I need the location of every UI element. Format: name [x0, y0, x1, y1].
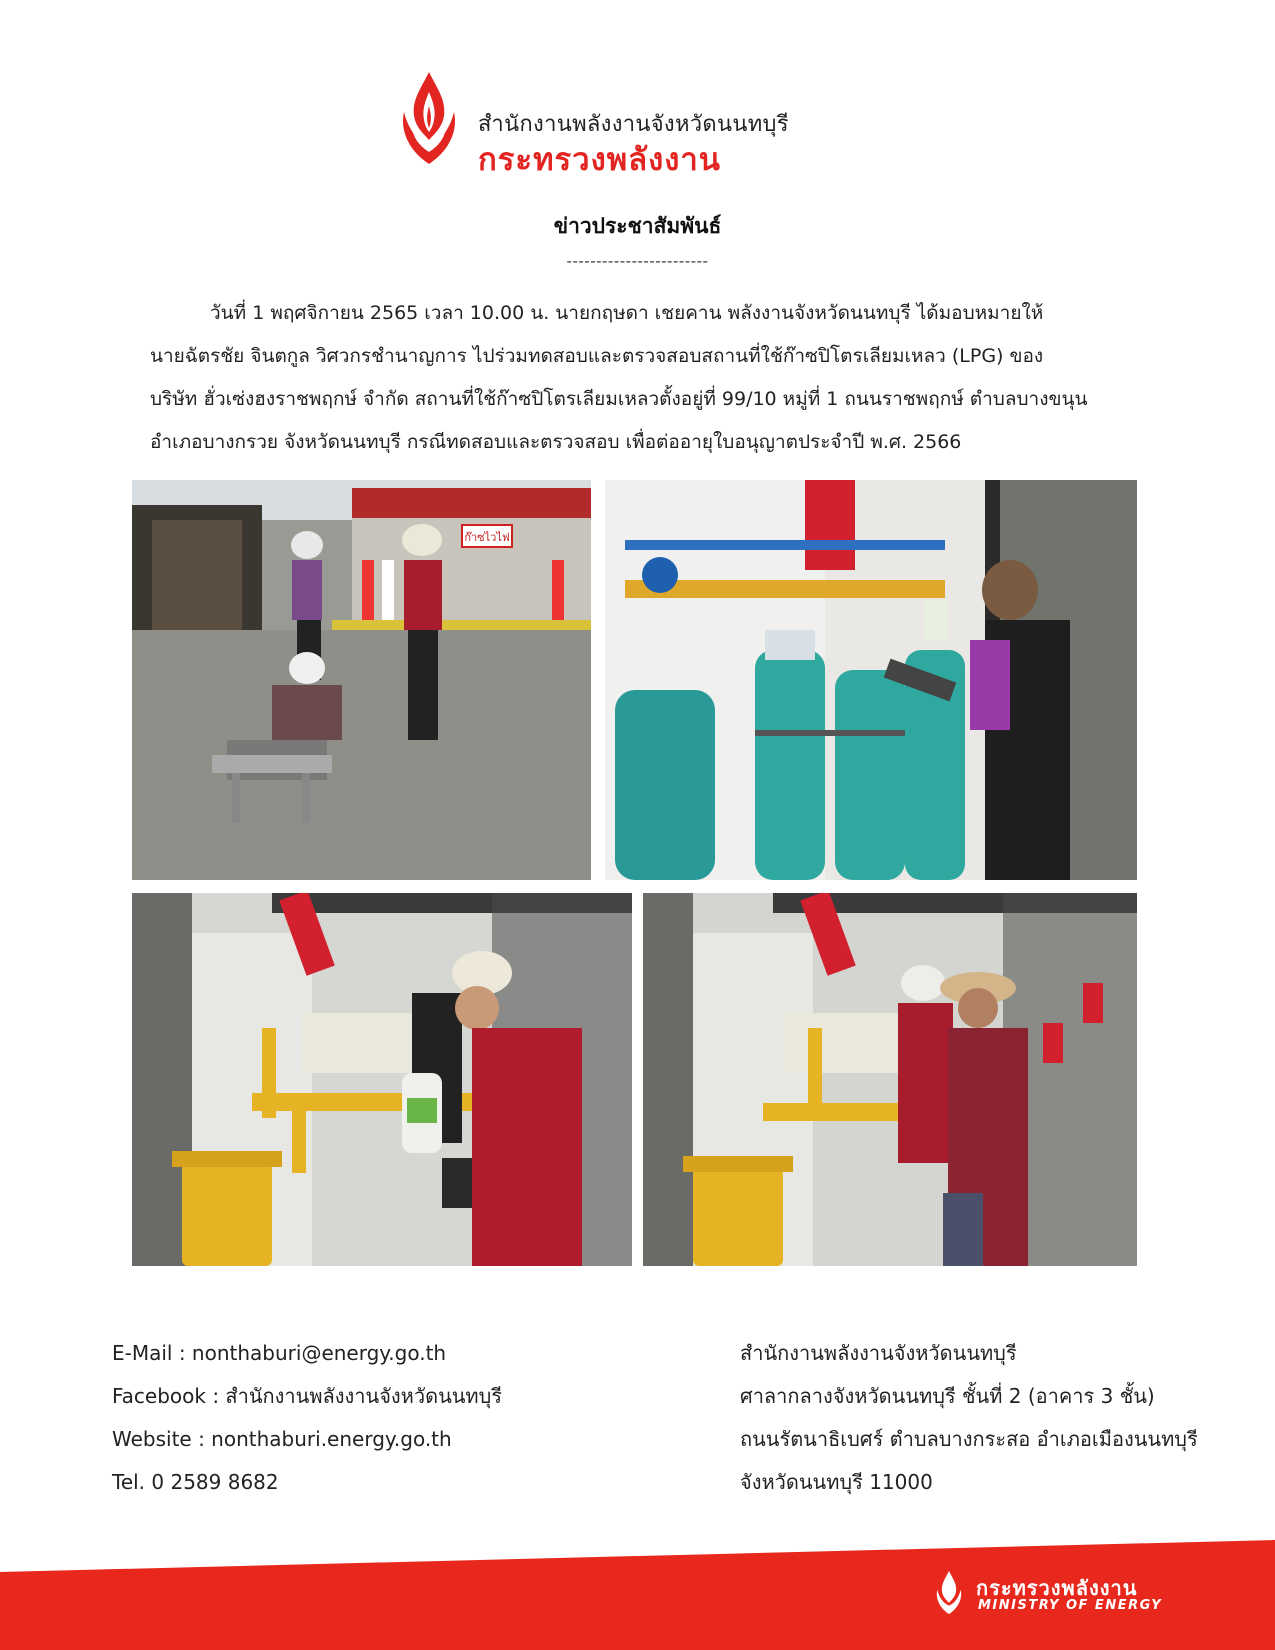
- ministry-name: กระทรวงพลังงาน: [478, 142, 722, 178]
- article-line: อำเภอบางกรวย จังหวัดนนทบุรี กรณีทดสอบและตรวจสอบ เพื่อต่ออายุใบอนุญาตประจำปี พ.ศ. 2566: [150, 431, 962, 453]
- article-body: [150, 292, 1130, 464]
- address-line: จังหวัดนนทบุรี 11000: [740, 1470, 933, 1494]
- photo-cylinder-inspection: [605, 480, 1137, 880]
- photo-gauge-inspection: [643, 893, 1137, 1266]
- article-line: บริษัท ฮั่วเซ่งฮงราชพฤกษ์ จำกัด สถานที่ใช้ก๊าซปิโตรเลียมเหลวตั้งอยู่ที่ 99/10 หมู่ที่ 1 ถนนราชพฤกษ์ ตำบลบางขนุน: [150, 388, 1088, 410]
- page-title: ข่าวประชาสัมพันธ์: [553, 214, 722, 238]
- address-line: ถนนรัตนาธิเบศร์ ตำบลบางกระสอ อำเภอเมืองนนทบุรี: [740, 1427, 1198, 1451]
- org-name: สำนักงานพลังงานจังหวัดนนทบุรี: [478, 112, 789, 137]
- banner-ministry-thai: กระทรวงพลังงาน: [976, 1576, 1138, 1600]
- article-line: นายฉัตรชัย จินตกูล วิศวกรชำนาญการ ไปร่วมทดสอบและตรวจสอบสถานที่ใช้ก๊าซปิโตรเลียมเหลว (LPG) ของ: [150, 345, 1044, 367]
- flame-logo-icon: [398, 70, 460, 166]
- email-text[interactable]: E-Mail : nonthaburi@energy.go.th: [112, 1341, 447, 1365]
- flammable-gas-sign: ก๊าซไวไฟ: [464, 531, 510, 544]
- website-text[interactable]: Website : nonthaburi.energy.go.th: [112, 1427, 452, 1451]
- address-line: สำนักงานพลังงานจังหวัดนนทบุรี: [740, 1341, 1017, 1365]
- banner-flame-icon: [934, 1570, 964, 1615]
- photo-outdoor-inspection: [132, 480, 591, 880]
- facebook-text[interactable]: Facebook : สำนักงานพลังงานจังหวัดนนทบุรี: [112, 1384, 503, 1408]
- office-address: [740, 1332, 1198, 1504]
- contact-info: [112, 1332, 502, 1504]
- address-line: ศาลากลางจังหวัดนนทบุรี ชั้นที่ 2 (อาคาร 3 ชั้น): [740, 1384, 1155, 1408]
- tel-text: Tel. 0 2589 8682: [112, 1470, 279, 1494]
- photo-leak-spray-test: [132, 893, 632, 1266]
- article-line: วันที่ 1 พฤศจิกายน 2565 เวลา 10.00 น. นายกฤษดา เชยคาน พลังงานจังหวัดนนทบุรี ได้มอบหมายให้: [210, 302, 1044, 324]
- banner-ministry-eng: MINISTRY OF ENERGY: [978, 1598, 1163, 1613]
- title-divider: ------------------------: [566, 252, 709, 270]
